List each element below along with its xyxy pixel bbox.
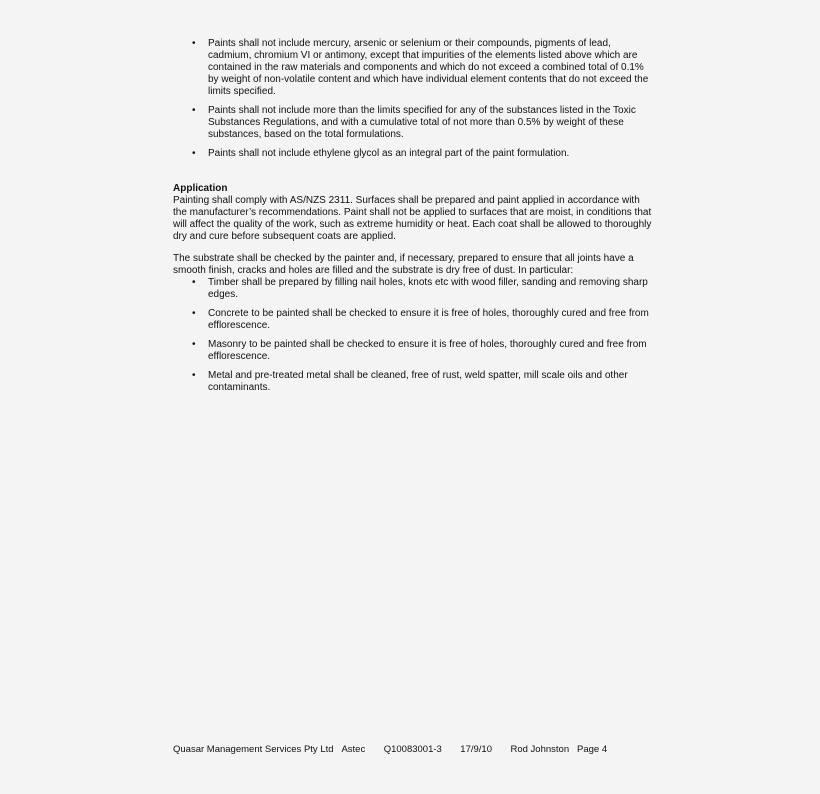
list-item: [173, 339, 653, 363]
list-item-text: Concrete to be painted shall be checked to ensure it is free of holes, thoroughly cured and free from efflorescence.: [208, 308, 649, 331]
list-item-text: Timber shall be prepared by filling nail holes, knots etc with wood filler, sanding and removing sharp edges.: [208, 277, 648, 300]
bullet-icon: •: [192, 339, 196, 350]
bullet-icon: •: [192, 38, 196, 49]
list-item-text: Metal and pre-treated metal shall be cleaned, free of rust, weld spatter, mill scale oils and other contaminants.: [208, 370, 628, 393]
page-footer: [173, 744, 607, 755]
bullet-icon: •: [192, 308, 196, 319]
footer-company: Quasar Management Services Pty Ltd: [173, 744, 334, 755]
footer-date: 17/9/10: [460, 744, 492, 755]
requirements-list: [173, 38, 653, 160]
footer-project: Astec: [341, 744, 366, 755]
substrate-paragraph: The substrate shall be checked by the painter and, if necessary, prepared to ensure that all joints have a smooth finish, cracks and holes are filled and the substrate is dry free of dust. In particular:: [173, 253, 634, 276]
list-item: [173, 38, 653, 98]
list-item: [173, 370, 653, 394]
application-paragraph: Painting shall comply with AS/NZS 2311. Surfaces shall be prepared and paint applied in accordance with the manufacturer’s recommendations. Paint shall not be applied to surfaces that are moist, in conditions that will affect the quality of the work, such as extreme humidity or heat. Each coat shall be allowed to thoroughly dry and cure before subsequent coats are applied.: [173, 195, 652, 242]
bullet-icon: •: [192, 370, 196, 381]
list-item-text: Paints shall not include more than the limits specified for any of the substances listed in the Toxic Substances Regulations, and with a cumulative total of not more than 0.5% by weight of these substances, based on the total formulations.: [208, 105, 636, 140]
list-item: [173, 277, 653, 301]
document-page: [173, 38, 653, 401]
substrate-list: [173, 277, 653, 394]
list-item: [173, 148, 653, 160]
list-item-text: Paints shall not include mercury, arsenic or selenium or their compounds, pigments of lead, cadmium, chromium VI or antimony, except that impurities of the elements listed above which are contained in the raw materials and components and which do not exceed a combined total of 0.1% by weight of non-volatile content and which have individual element contents that do not exceed the limits specified.: [208, 38, 649, 97]
footer-page-number: Page 4: [577, 744, 608, 755]
section-heading: Application: [173, 183, 228, 194]
list-item-text: Masonry to be painted shall be checked to ensure it is free of holes, thoroughly cured and free from efflorescence.: [208, 339, 647, 362]
list-item-text: Paints shall not include ethylene glycol as an integral part of the paint formulation.: [208, 148, 570, 159]
bullet-icon: •: [192, 148, 196, 159]
list-item: [173, 105, 653, 141]
footer-doc-number: Q10083001-3: [383, 744, 442, 755]
footer-author: Rod Johnston: [510, 744, 570, 755]
bullet-icon: •: [192, 277, 196, 288]
bullet-icon: •: [192, 105, 196, 116]
list-item: [173, 308, 653, 332]
